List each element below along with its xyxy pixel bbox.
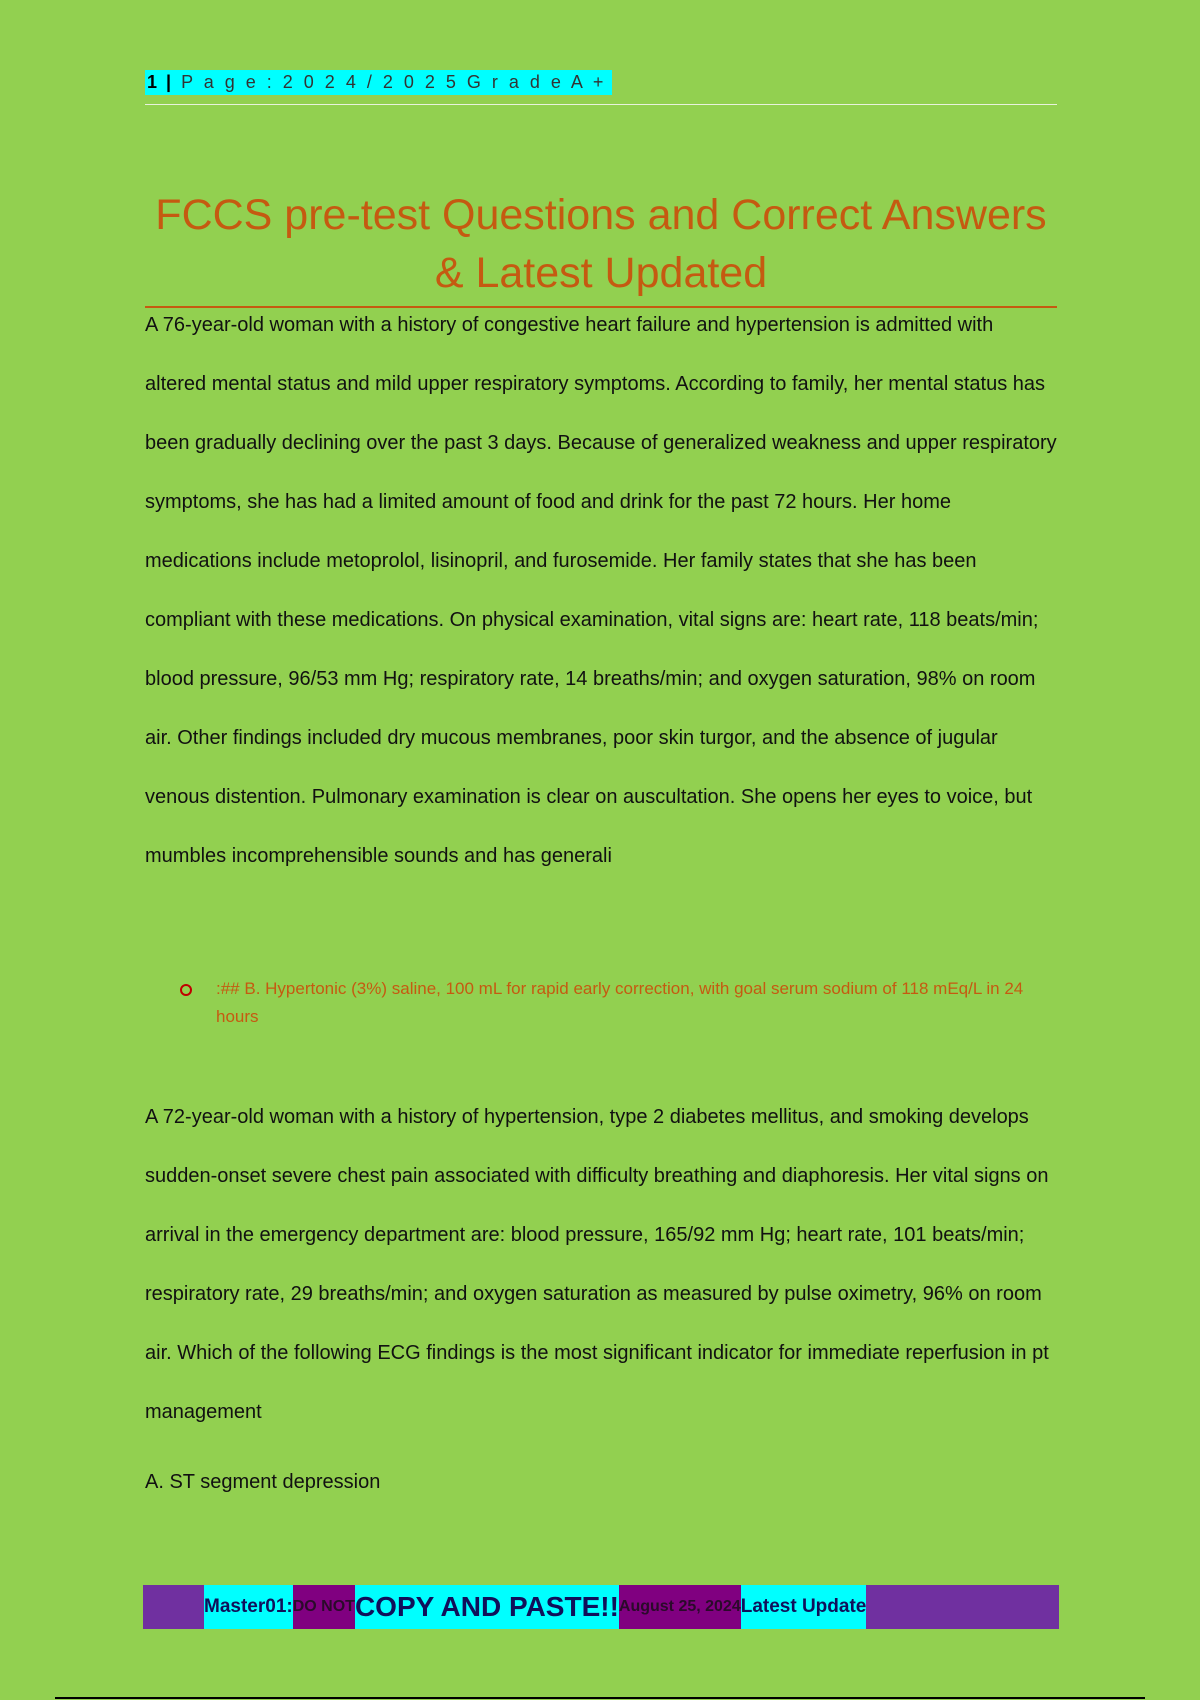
footer-banner (143, 1585, 1059, 1629)
footer-copy-paste: COPY AND PASTE!! (355, 1585, 619, 1629)
question-1-text: A 76-year-old woman with a history of congestive heart failure and hypertension is admitted with altered mental status and mild upper respiratory symptoms. According to family, her mental status has been gradually declining over the past 3 days. Because of generalized weakness and upper respiratory symptoms, she has had a limited amount of food and drink for the past 72 hours. Her home medications include metoprolol, lisinopril, and furosemide. Her family states that she has been compliant with these medications. On physical examination, vital signs are: heart rate, 118 beats/min; blood pressure, 96/53 mm Hg; respiratory rate, 14 breaths/min; and oxygen saturation, 98% on room air. Other findings included dry mucous membranes, poor skin turgor, and the absence of jugular venous distention. Pulmonary examination is clear on auscultation. She opens her eyes to voice, but mumbles incomprehensible sounds and has generali (145, 314, 1057, 867)
page-number: 1 | (147, 72, 174, 92)
circle-bullet-icon (180, 984, 192, 996)
page-grade-label: P a g e : 2 0 2 4 / 2 0 2 5 G r a d e A + (173, 72, 607, 92)
document-title: FCCS pre-test Questions and Correct Answers & Latest Updated (155, 191, 1047, 297)
footer-text (204, 1585, 866, 1629)
footer-date: August 25, 2024 (619, 1585, 741, 1629)
question-2-option-a: A. ST segment depression (145, 1471, 381, 1493)
footer-latest: Latest Update (741, 1585, 867, 1629)
footer-do-not: DO NOT (293, 1585, 355, 1629)
question-1-answer (180, 975, 1040, 1031)
page-header (145, 70, 1057, 105)
bottom-divider (55, 1697, 1145, 1699)
question-2-text: A 72-year-old woman with a history of hypertension, type 2 diabetes mellitus, and smoking develops sudden-onset severe chest pain associated with difficulty breathing and diaphoresis. Her vital signs on arrival in the emergency department are: blood pressure, 165/92 mm Hg; heart rate, 101 beats/min; respiratory rate, 29 breaths/min; and oxygen saturation as measured by pulse oximetry, 96% on room air. Which of the following ECG findings is the most significant indicator for immediate reperfusion in pt management (145, 1106, 1049, 1423)
page-header-label (145, 70, 612, 95)
footer-master: Master01: (204, 1585, 293, 1629)
answer-text: :## B. Hypertonic (3%) saline, 100 mL for rapid early correction, with goal serum sodium of 118 mEq/L in 24 hours (216, 979, 1024, 1026)
